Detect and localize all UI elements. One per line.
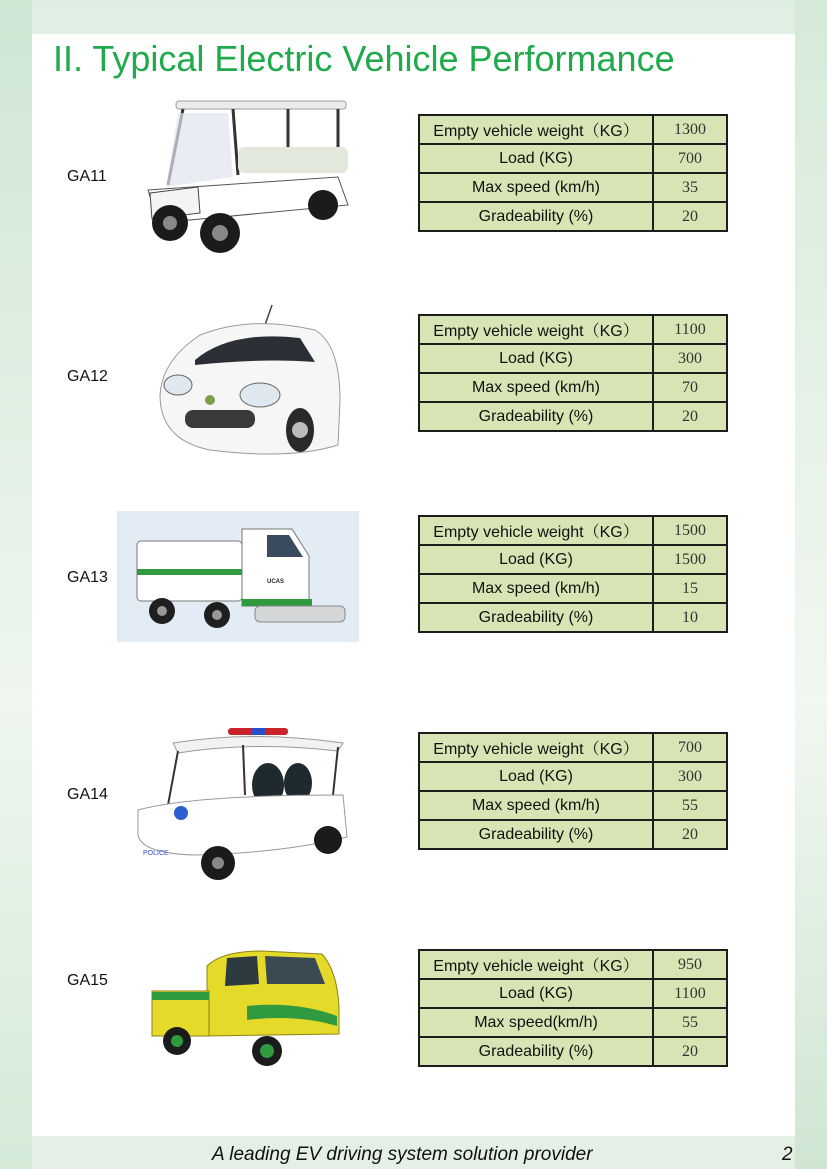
table-row — [419, 115, 727, 144]
table-row — [419, 402, 727, 431]
spec-label: Gradeability (%) — [419, 820, 653, 849]
spec-value: 20 — [653, 402, 727, 431]
spec-value: 20 — [653, 820, 727, 849]
table-row — [419, 1008, 727, 1037]
police-patrol-cart-image — [133, 725, 353, 883]
spec-label: Load (KG) — [419, 545, 653, 574]
spec-value: 300 — [653, 762, 727, 791]
spec-label: Load (KG) — [419, 762, 653, 791]
table-row — [419, 1037, 727, 1066]
spec-value: 55 — [653, 791, 727, 820]
vehicle-row-ga11 — [0, 95, 827, 265]
spec-value: 20 — [653, 202, 727, 231]
table-row — [419, 574, 727, 603]
model-label: GA13 — [67, 569, 108, 586]
spec-table-ga12 — [418, 314, 728, 432]
spec-label: Gradeability (%) — [419, 1037, 653, 1066]
table-row — [419, 516, 727, 545]
truck-brand-text: UCAS — [267, 579, 285, 585]
spec-label: Empty vehicle weight（KG） — [419, 115, 653, 144]
spec-value: 70 — [653, 373, 727, 402]
spec-label: Empty vehicle weight（KG） — [419, 516, 653, 545]
spec-value: 1100 — [653, 979, 727, 1008]
spec-label: Load (KG) — [419, 344, 653, 373]
spec-table-ga15 — [418, 949, 728, 1067]
spec-value: 950 — [653, 950, 727, 979]
table-row — [419, 762, 727, 791]
spec-table-ga11 — [418, 114, 728, 232]
spec-label: Max speed(km/h) — [419, 1008, 653, 1037]
page-number: 2 — [782, 1144, 793, 1165]
page-title: II. Typical Electric Vehicle Performance — [53, 38, 675, 79]
police-decal-text: POLICE — [143, 850, 169, 857]
vehicle-row-ga12 — [0, 295, 827, 465]
spec-label: Max speed (km/h) — [419, 791, 653, 820]
vehicle-row-ga13 — [0, 496, 827, 666]
pickup-truck-image — [147, 946, 347, 1068]
spec-label: Max speed (km/h) — [419, 173, 653, 202]
table-row — [419, 820, 727, 849]
spec-table-ga14 — [418, 732, 728, 850]
spec-label: Max speed (km/h) — [419, 373, 653, 402]
golf-cart-image — [138, 95, 358, 255]
compact-car-image — [150, 300, 350, 460]
spec-value: 700 — [653, 733, 727, 762]
spec-value: 700 — [653, 144, 727, 173]
vehicle-row-ga14 — [0, 713, 827, 883]
spec-label: Empty vehicle weight（KG） — [419, 733, 653, 762]
spec-label: Load (KG) — [419, 979, 653, 1008]
spec-label: Gradeability (%) — [419, 402, 653, 431]
spec-value: 1500 — [653, 516, 727, 545]
table-row — [419, 373, 727, 402]
spec-value: 20 — [653, 1037, 727, 1066]
table-row — [419, 173, 727, 202]
model-label: GA15 — [67, 972, 108, 989]
spec-value: 1300 — [653, 115, 727, 144]
table-row — [419, 979, 727, 1008]
table-row — [419, 202, 727, 231]
spec-value: 1500 — [653, 545, 727, 574]
table-row — [419, 791, 727, 820]
table-row — [419, 733, 727, 762]
spec-label: Empty vehicle weight（KG） — [419, 950, 653, 979]
model-label: GA11 — [67, 168, 107, 185]
spec-value: 35 — [653, 173, 727, 202]
table-row — [419, 315, 727, 344]
spec-value: 300 — [653, 344, 727, 373]
spec-label: Load (KG) — [419, 144, 653, 173]
spec-label: Max speed (km/h) — [419, 574, 653, 603]
table-row — [419, 603, 727, 632]
spec-value: 10 — [653, 603, 727, 632]
table-row — [419, 344, 727, 373]
table-row — [419, 144, 727, 173]
sweeper-truck-image — [117, 511, 359, 642]
footer-tagline: A leading EV driving system solution provider — [212, 1144, 593, 1165]
model-label: GA12 — [67, 368, 108, 385]
spec-label: Gradeability (%) — [419, 603, 653, 632]
spec-label: Gradeability (%) — [419, 202, 653, 231]
table-row — [419, 950, 727, 979]
spec-label: Empty vehicle weight（KG） — [419, 315, 653, 344]
spec-value: 1100 — [653, 315, 727, 344]
table-row — [419, 545, 727, 574]
spec-table-ga13 — [418, 515, 728, 633]
spec-value: 55 — [653, 1008, 727, 1037]
model-label: GA14 — [67, 786, 108, 803]
vehicle-row-ga15 — [0, 930, 827, 1100]
spec-value: 15 — [653, 574, 727, 603]
